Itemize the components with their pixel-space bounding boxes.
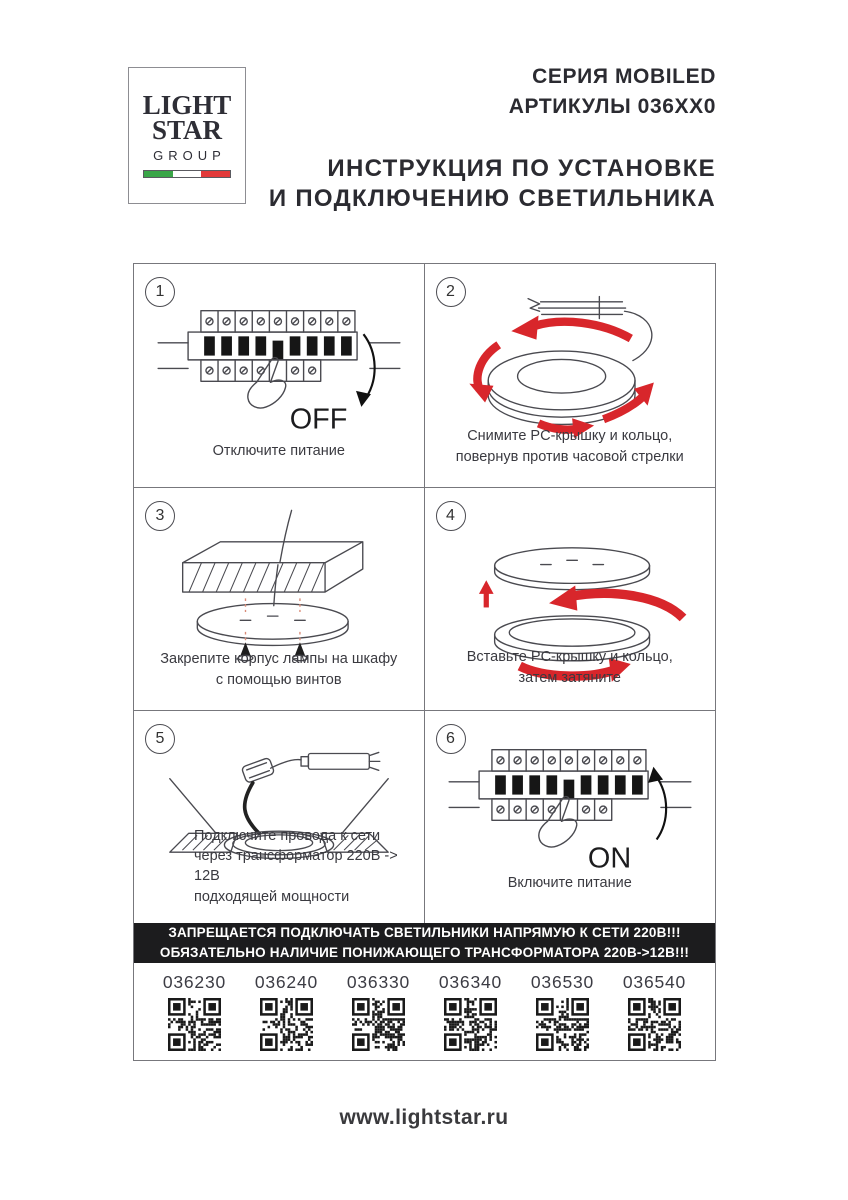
step-4-panel bbox=[425, 488, 716, 711]
step-4-number-badge: 4 bbox=[436, 501, 466, 531]
series-title: СЕРИЯ MOBILED bbox=[532, 65, 716, 88]
article-col bbox=[347, 972, 410, 1060]
step-2-caption: Снимите PC-крышку и кольцо, повернув против часовой стрелки bbox=[455, 428, 684, 465]
logo-word-light: LIGHT bbox=[142, 89, 232, 120]
step-5-caption: Подключите провода к сети через трансформатор 220В -> 12В подходящей мощности bbox=[194, 827, 398, 905]
page-title-line2: И ПОДКЛЮЧЕНИЮ СВЕТИЛЬНИКА bbox=[268, 185, 716, 212]
step-2-number-badge: 2 bbox=[436, 277, 466, 307]
article-number: 036530 bbox=[530, 972, 595, 992]
lightstar-logo bbox=[128, 67, 246, 204]
grid-row-1 bbox=[134, 264, 715, 488]
header bbox=[269, 62, 716, 214]
grid-row-2 bbox=[134, 488, 715, 711]
qr-code bbox=[628, 998, 681, 1051]
step-6-number-badge: 6 bbox=[436, 724, 466, 754]
logo-word-star: STAR bbox=[151, 115, 223, 145]
page-title bbox=[269, 154, 716, 214]
qr-code bbox=[352, 998, 405, 1051]
breaker-off-illustration bbox=[134, 302, 424, 437]
warning-line1: ЗАПРЕЩАЕТСЯ ПОДКЛЮЧАТЬ СВЕТИЛЬНИКИ НАПРЯМУЮ К СЕТИ 220В!!! bbox=[168, 925, 681, 941]
qr-code bbox=[260, 998, 313, 1051]
article-col bbox=[531, 972, 594, 1060]
step-3-panel bbox=[134, 488, 425, 711]
step-1-number-badge: 1 bbox=[145, 277, 175, 307]
page-title-line1: ИНСТРУКЦИЯ ПО УСТАНОВКЕ bbox=[327, 155, 716, 182]
step-1-panel bbox=[134, 264, 425, 488]
step-5-number-badge: 5 bbox=[145, 724, 175, 754]
article-number: 036240 bbox=[254, 972, 319, 992]
step-1-caption: Отключите питание bbox=[212, 442, 345, 459]
qr-code bbox=[536, 998, 589, 1051]
breaker-on-illustration bbox=[425, 741, 716, 876]
article-number: 036230 bbox=[162, 972, 227, 992]
article-col bbox=[255, 972, 318, 1060]
step-3-caption: Закрепите корпус лампы на шкафу с помощью винтов bbox=[160, 651, 398, 688]
article-qr-section bbox=[134, 963, 715, 1060]
article-col bbox=[623, 972, 686, 1060]
italian-flag-icon bbox=[143, 170, 231, 178]
off-label: OFF bbox=[289, 403, 348, 436]
article-number: 036540 bbox=[622, 972, 687, 992]
logo-word-group: GROUP bbox=[153, 148, 226, 164]
instruction-grid bbox=[133, 263, 716, 1061]
article-col bbox=[163, 972, 226, 1060]
step-2-panel bbox=[425, 264, 716, 488]
warning-line2: ОБЯЗАТЕЛЬНО НАЛИЧИЕ ПОНИЖАЮЩЕГО ТРАНСФОРМАТОРА 220В->12В!!! bbox=[159, 945, 690, 960]
step-5-panel bbox=[134, 711, 425, 923]
warning-banner bbox=[134, 923, 715, 963]
on-label: ON bbox=[587, 842, 631, 875]
articles-title: АРТИКУЛЫ 036XX0 bbox=[508, 95, 716, 118]
qr-code bbox=[168, 998, 221, 1051]
website-url: www.lightstar.ru bbox=[339, 1106, 509, 1129]
qr-code bbox=[444, 998, 497, 1051]
grid-row-3 bbox=[134, 711, 715, 923]
article-col bbox=[439, 972, 502, 1060]
step-3-number-badge: 3 bbox=[145, 501, 175, 531]
article-number: 036340 bbox=[438, 972, 503, 992]
article-number: 036330 bbox=[346, 972, 411, 992]
step-6-caption: Включите питание bbox=[507, 874, 632, 891]
step-4-caption: Вставьте PC-крышку и кольцо, затем затяните bbox=[466, 649, 673, 686]
step-6-panel bbox=[425, 711, 716, 923]
